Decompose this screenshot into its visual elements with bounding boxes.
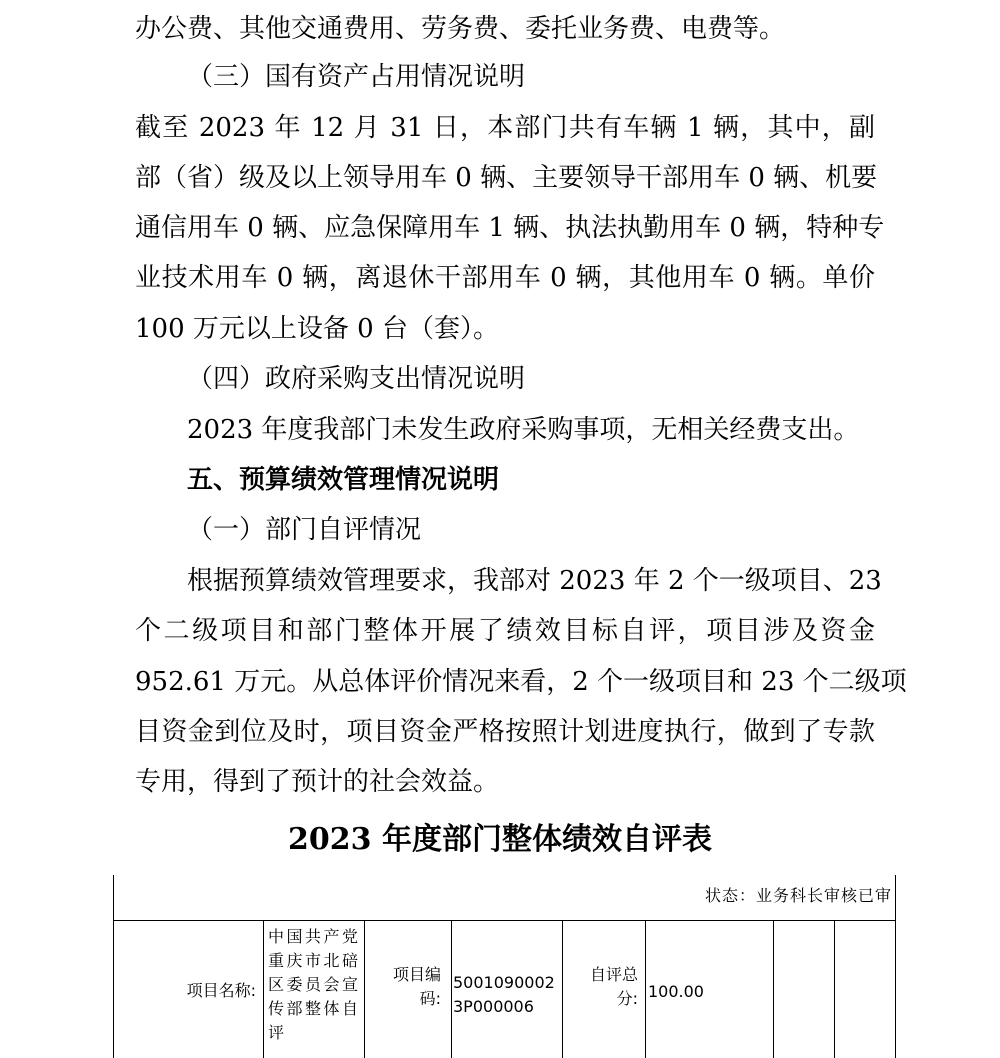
paragraph-line: 部（省）级及以上领导用车 0 辆、主要领导干部用车 0 辆、机要 <box>135 163 878 193</box>
status-text: 状态：业务科长审核已审 <box>704 886 892 905</box>
paragraph-line: 个二级项目和部门整体开展了绩效目标自评，项目涉及资金 <box>135 616 875 646</box>
paragraph-line: 专用，得到了预计的社会效益。 <box>135 767 500 797</box>
project-name-value: 中国共产党重庆市北碚区委员会宣传部整体自评 <box>268 927 358 1042</box>
project-name-label: 项目名称: <box>186 981 256 1000</box>
table-title: 2023 年度部门整体绩效自评表 <box>288 822 712 857</box>
column-divider <box>645 920 646 1058</box>
paragraph-line: 通信用车 0 辆、应急保障用车 1 辆、执法执勤用车 0 辆，特种专 <box>135 213 885 243</box>
section-heading: （四）政府采购支出情况说明 <box>187 364 526 394</box>
section-heading: （一）部门自评情况 <box>187 515 422 545</box>
paragraph-line: 截至 2023 年 12 月 31 日，本部门共有车辆 1 辆，其中，副 <box>135 113 875 143</box>
section-heading: （三）国有资产占用情况说明 <box>187 62 526 92</box>
project-code-label: 项目编码: <box>392 965 441 1008</box>
table-border-left <box>113 875 114 1058</box>
table-border-right <box>895 875 896 1058</box>
table-row-divider <box>113 920 896 921</box>
column-divider <box>451 920 452 1058</box>
paragraph-line: 业技术用车 0 辆，离退休干部用车 0 辆，其他用车 0 辆。单价 <box>135 263 875 293</box>
column-divider <box>773 920 774 1058</box>
project-code-value: 50010900023P000006 <box>453 973 555 1016</box>
column-divider <box>562 920 563 1058</box>
paragraph-line: 目资金到位及时，项目资金严格按照计划进度执行，做到了专款 <box>135 717 875 747</box>
self-score-label: 自评总分: <box>589 965 638 1008</box>
chapter-heading: 五、预算绩效管理情况说明 <box>187 465 500 495</box>
column-divider <box>364 920 365 1058</box>
paragraph-line: 100 万元以上设备 0 台（套）。 <box>135 314 499 344</box>
self-evaluation-table <box>113 875 896 1058</box>
column-divider <box>263 920 264 1058</box>
column-divider <box>834 920 835 1058</box>
paragraph-line: 952.61 万元。从总体评价情况来看，2 个一级项目和 23 个二级项 <box>135 667 907 697</box>
paragraph-line: 办公费、其他交通费用、劳务费、委托业务费、电费等。 <box>135 14 786 44</box>
paragraph-line: 2023 年度我部门未发生政府采购事项，无相关经费支出。 <box>187 415 860 445</box>
paragraph-line: 根据预算绩效管理要求，我部对 2023 年 2 个一级项目、23 <box>187 566 882 596</box>
self-score-value: 100.00 <box>648 982 704 1001</box>
